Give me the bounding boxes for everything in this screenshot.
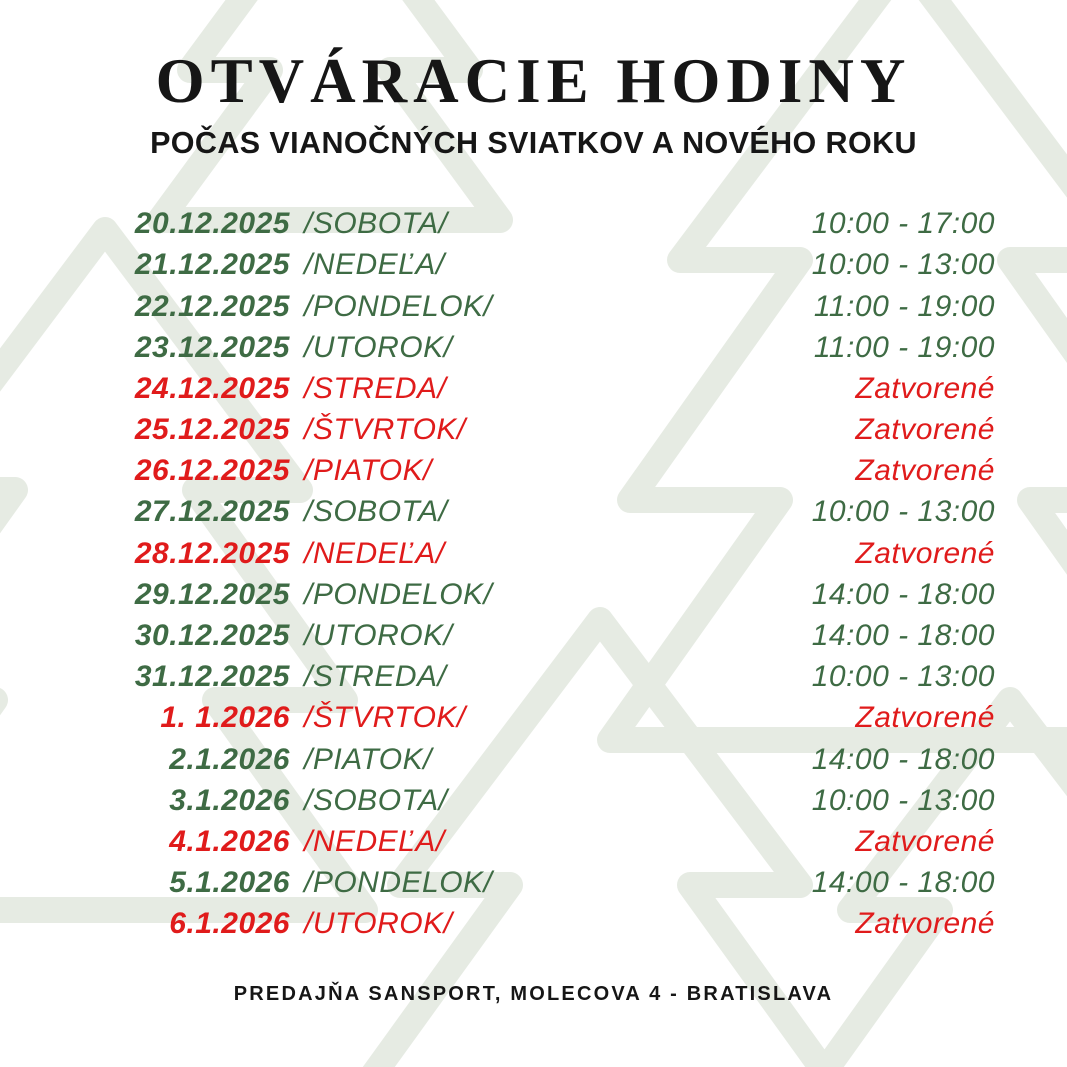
table-row [60,660,1007,701]
row-day: /NEDEĽA/ [304,248,445,282]
row-day: /ŠTVRTOK/ [304,413,466,447]
row-day: /NEDEĽA/ [304,536,445,570]
row-hours: 10:00 - 13:00 [811,248,995,282]
table-row [60,290,1007,331]
row-hours: Zatvorené [855,371,995,405]
row-hours: 10:00 - 13:00 [811,495,995,529]
row-date: 3.1.2026 [169,783,290,817]
table-row [60,619,1007,660]
table-row [60,372,1007,413]
row-date: 30.12.2025 [134,619,290,653]
row-hours: 14:00 - 18:00 [811,577,995,611]
table-row [60,825,1007,866]
row-hours: Zatvorené [855,824,995,858]
row-date: 2.1.2026 [169,742,290,776]
row-date: 1. 1.2026 [160,701,290,735]
row-day: /SOBOTA/ [304,783,448,817]
row-day: /UTOROK/ [304,330,453,364]
row-date: 20.12.2025 [134,207,290,241]
row-hours: Zatvorené [855,536,995,570]
row-day: /ŠTVRTOK/ [304,701,466,735]
table-row [60,495,1007,536]
row-date: 5.1.2026 [169,866,290,900]
row-date: 25.12.2025 [134,413,290,447]
row-hours: 14:00 - 18:00 [811,742,995,776]
table-row [60,866,1007,907]
row-hours: Zatvorené [855,907,995,941]
table-row [60,578,1007,619]
row-day: /STREDA/ [304,660,447,694]
table-row [60,784,1007,825]
table-row [60,701,1007,742]
row-hours: 14:00 - 18:00 [811,866,995,900]
schedule-table [0,207,1067,948]
table-row [60,454,1007,495]
row-hours: 10:00 - 13:00 [811,660,995,694]
row-day: /UTOROK/ [304,907,453,941]
title-block [0,0,1067,161]
row-day: /NEDEĽA/ [304,824,445,858]
table-row [60,743,1007,784]
row-date: 27.12.2025 [134,495,290,529]
row-date: 29.12.2025 [134,577,290,611]
row-hours: 10:00 - 17:00 [811,207,995,241]
store-address: PREDAJŇA SANSPORT, MOLECOVA 4 - BRATISLAVA [233,982,834,1005]
row-day: /SOBOTA/ [304,207,448,241]
row-date: 21.12.2025 [134,248,290,282]
row-hours: 14:00 - 18:00 [811,619,995,653]
row-day: /SOBOTA/ [304,495,448,529]
row-day: /PONDELOK/ [304,577,493,611]
page-title: OTVÁRACIE HODINY [155,46,912,116]
row-hours: Zatvorené [855,413,995,447]
row-day: /PONDELOK/ [304,289,493,323]
row-date: 23.12.2025 [134,330,290,364]
row-date: 6.1.2026 [169,907,290,941]
row-hours: 11:00 - 19:00 [813,330,995,364]
table-row [60,907,1007,948]
row-date: 31.12.2025 [134,660,290,694]
table-row [60,331,1007,372]
row-date: 22.12.2025 [134,289,290,323]
row-hours: Zatvorené [855,454,995,488]
row-date: 24.12.2025 [134,371,290,405]
row-date: 28.12.2025 [134,536,290,570]
row-day: /PIATOK/ [304,454,432,488]
table-row [60,413,1007,454]
row-hours: 11:00 - 19:00 [813,289,995,323]
row-day: /PIATOK/ [304,742,432,776]
row-day: /UTOROK/ [304,619,453,653]
table-row [60,537,1007,578]
row-day: /STREDA/ [304,371,447,405]
table-row [60,248,1007,289]
page-subtitle: POČAS VIANOČNÝCH SVIATKOV A NOVÉHO ROKU [150,126,917,161]
row-date: 4.1.2026 [169,824,290,858]
table-row [60,207,1007,248]
row-hours: Zatvorené [855,701,995,735]
row-hours: 10:00 - 13:00 [811,783,995,817]
row-date: 26.12.2025 [134,454,290,488]
row-day: /PONDELOK/ [304,866,493,900]
